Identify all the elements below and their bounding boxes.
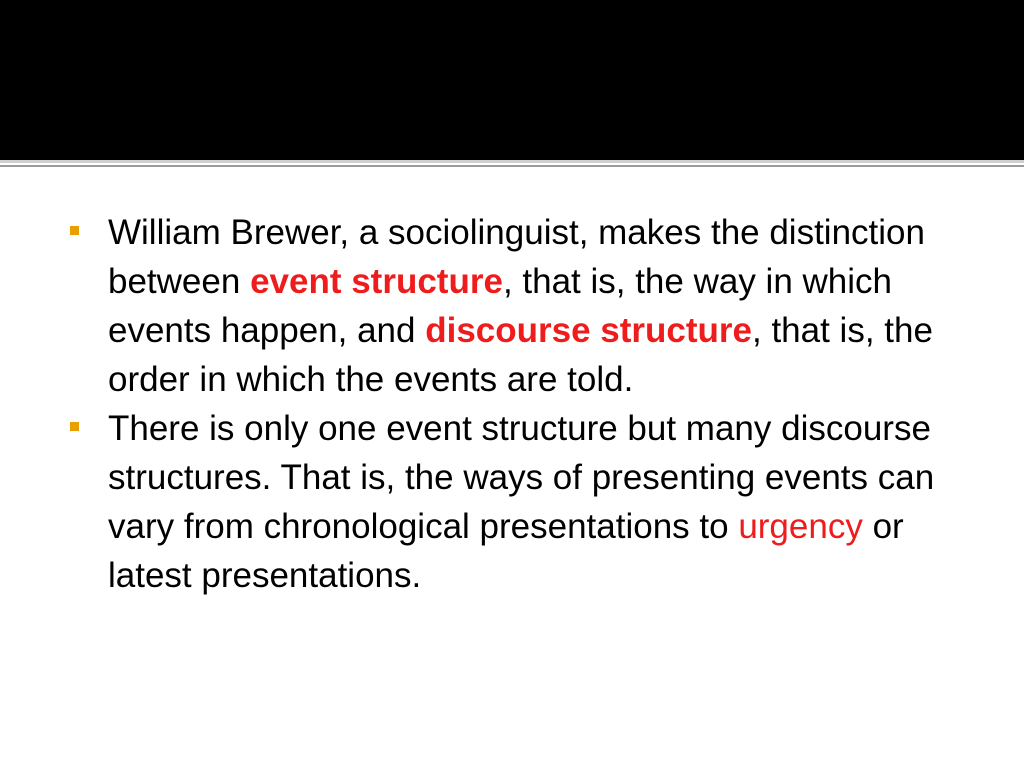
divider-line: [0, 160, 1024, 163]
highlight-urgency: urgency: [738, 507, 863, 546]
text-run: or latest presentations.: [108, 507, 904, 595]
bullet-item-brewer: [70, 208, 950, 404]
text-run: , that is, the way in which events happen, and: [108, 262, 893, 350]
square-bullet-icon: [70, 226, 79, 235]
bullet-item-structures: [70, 404, 950, 600]
title-band: [0, 0, 1024, 160]
divider-line-shadow: [0, 165, 1024, 167]
bullet-text: [108, 404, 950, 600]
bullet-list: [70, 208, 950, 600]
highlight-event-structure: event structure: [250, 262, 503, 301]
text-run: There is only one event structure but many discourse structures. That is, the ways of presenting events can vary from chronological presentations to: [108, 409, 935, 546]
text-run: William Brewer, a sociolinguist, makes the distinction between: [108, 213, 925, 301]
bullet-text: [108, 208, 950, 404]
square-bullet-icon: [70, 422, 79, 431]
text-run: , that is, the order in which the events are told.: [108, 311, 933, 399]
highlight-discourse-structure: discourse structure: [425, 311, 752, 350]
